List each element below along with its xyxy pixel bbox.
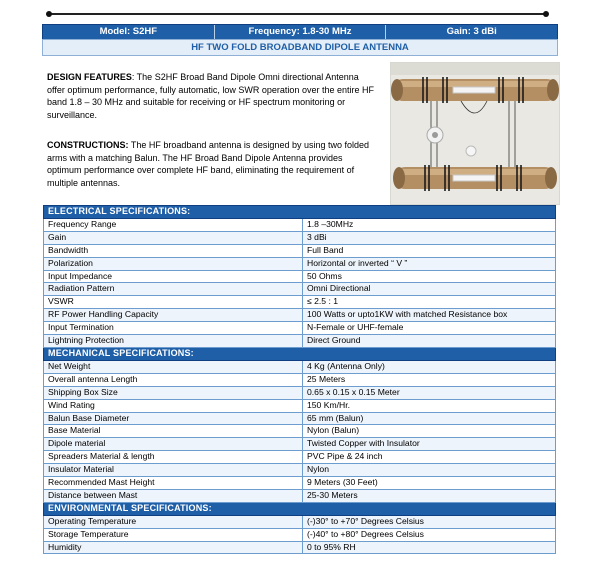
table-row: Wind Rating 150 Km/Hr. bbox=[44, 399, 556, 412]
design-features-label: DESIGN FEATURES bbox=[47, 72, 132, 82]
document-title: HF TWO FOLD BROADBAND DIPOLE ANTENNA bbox=[42, 39, 558, 56]
antenna-photo bbox=[390, 62, 560, 205]
table-row: Overall antenna Length 25 Meters bbox=[44, 373, 556, 386]
table-row: Balun Base Diameter 65 mm (Balun) bbox=[44, 412, 556, 425]
info-bar bbox=[42, 24, 558, 40]
table-row: Storage Temperature (-)40° to +80° Degrees Celsius bbox=[44, 528, 556, 541]
model-label: Model: S2HF bbox=[43, 25, 215, 39]
specifications-table bbox=[43, 205, 556, 554]
construction-paragraph bbox=[47, 139, 377, 189]
table-row: Lightning Protection Direct Ground bbox=[44, 335, 556, 348]
section-header-electrical: ELECTRICAL SPECIFICATIONS: bbox=[44, 206, 556, 219]
table-row: Input Termination N-Female or UHF-female bbox=[44, 322, 556, 335]
rule-end-dot bbox=[543, 11, 549, 17]
rule-end-dot bbox=[46, 11, 52, 17]
gain-label: Gain: 3 dBi bbox=[446, 26, 497, 37]
table-row: Frequency Range 1.8 –30MHz bbox=[44, 218, 556, 231]
design-features-text: : The S2HF Broad Band Dipole Omni directional Antenna offer optimum performance, fully automatic, low SWR operation over the entire HF band 1.8 – 30 MHz and suitable for receiving or HF spectrum monitoring or surveillance. bbox=[47, 72, 374, 120]
table-row: Net Weight 4 Kg (Antenna Only) bbox=[44, 360, 556, 373]
table-row: Insulator Material Nylon bbox=[44, 464, 556, 477]
table-row: Radiation Pattern Omni Directional bbox=[44, 283, 556, 296]
antenna-photo-illustration bbox=[391, 63, 559, 204]
frequency-label: Frequency: 1.8-30 MHz bbox=[215, 25, 387, 39]
table-row: Spreaders Material & length PVC Pipe & 24 inch bbox=[44, 451, 556, 464]
table-row: Operating Temperature (-)30° to +70° Degrees Celsius bbox=[44, 515, 556, 528]
table-row: Recommended Mast Height 9 Meters (30 Feet) bbox=[44, 477, 556, 490]
design-features-paragraph bbox=[47, 71, 377, 121]
table-row: Dipole material Twisted Copper with Insulator bbox=[44, 438, 556, 451]
table-row: Humidity 0 to 95% RH bbox=[44, 541, 556, 554]
construction-label: CONSTRUCTIONS: bbox=[47, 140, 129, 150]
section-header-environmental: ENVIRONMENTAL SPECIFICATIONS: bbox=[44, 502, 556, 515]
table-row: VSWR ≤ 2.5 : 1 bbox=[44, 296, 556, 309]
table-row: RF Power Handling Capacity 100 Watts or upto1KW with matched Resistance box bbox=[44, 309, 556, 322]
table-row: Bandwidth Full Band bbox=[44, 244, 556, 257]
construction-text: The HF broadband antenna is designed by using two folded arms with a matching Balun. The HF Broad Band Dipole Antenna provides optimum performance over complete HF band, eliminating the requirement of multiple antennas. bbox=[47, 140, 369, 188]
top-rule bbox=[49, 13, 546, 15]
table-row: Distance between Mast 25-30 Meters bbox=[44, 489, 556, 502]
table-row: Input Impedance 50 Ohms bbox=[44, 270, 556, 283]
table-row: Base Material Nylon (Balun) bbox=[44, 425, 556, 438]
table-row: Shipping Box Size 0.65 x 0.15 x 0.15 Meter bbox=[44, 386, 556, 399]
table-row: Gain 3 dBi bbox=[44, 231, 556, 244]
section-header-mechanical: MECHANICAL SPECIFICATIONS: bbox=[44, 347, 556, 360]
table-row: Polarization Horizontal or inverted “ V ” bbox=[44, 257, 556, 270]
